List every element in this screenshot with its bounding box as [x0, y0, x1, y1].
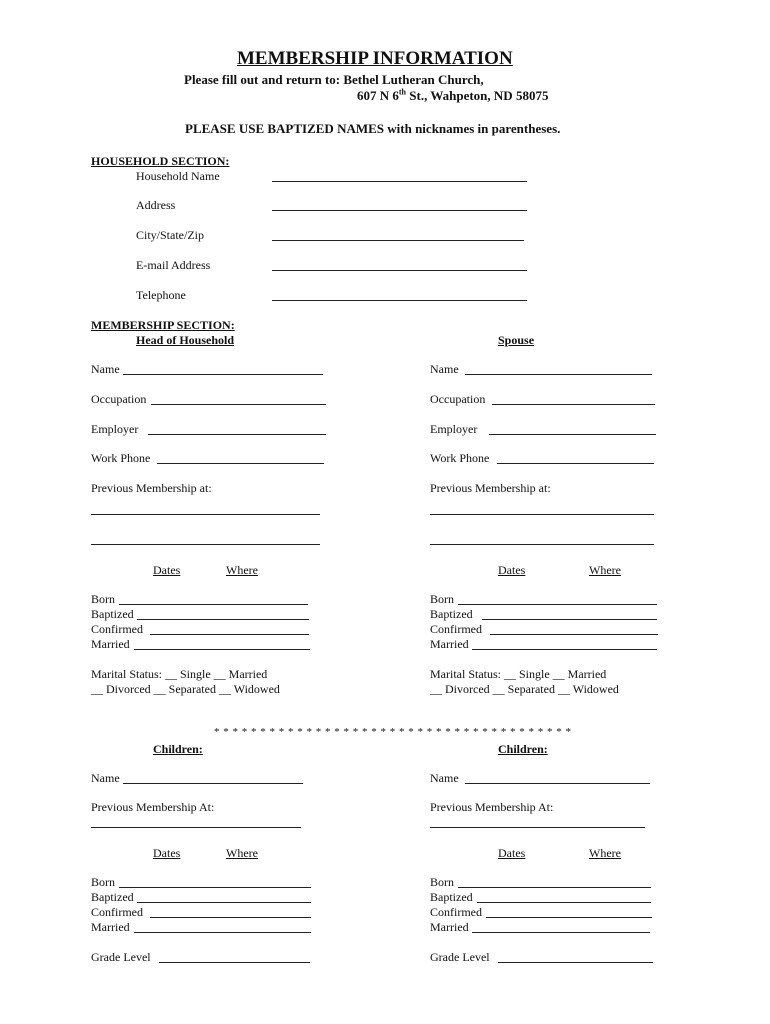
spouse-married-field[interactable]	[472, 649, 657, 650]
city-state-zip-label: City/State/Zip	[136, 228, 204, 242]
child-left-grade-level-label: Grade Level	[91, 950, 151, 964]
spouse-name-label: Name	[430, 362, 459, 376]
child-left-previous-membership-field[interactable]	[91, 827, 301, 828]
head-where-heading: Where	[226, 563, 258, 577]
child-left-confirmed-field[interactable]	[150, 917, 311, 918]
spouse-married-label: Married	[430, 637, 469, 651]
child-left-baptized-field[interactable]	[137, 902, 311, 903]
spouse-born-field[interactable]	[458, 604, 657, 605]
head-confirmed-field[interactable]	[150, 634, 309, 635]
membership-section-heading: MEMBERSHIP SECTION:	[91, 318, 235, 332]
head-occupation-label: Occupation	[91, 392, 147, 406]
spouse-dates-heading: Dates	[498, 563, 526, 577]
head-previous-membership-field-1[interactable]	[91, 514, 320, 515]
child-right-born-label: Born	[430, 875, 454, 889]
child-left-name-label: Name	[91, 771, 120, 785]
telephone-field[interactable]	[272, 300, 527, 301]
head-of-household-heading: Head of Household	[136, 333, 235, 347]
child-right-married-field[interactable]	[472, 932, 650, 933]
head-dates-heading: Dates	[153, 563, 181, 577]
child-right-name-label: Name	[430, 771, 459, 785]
address-field[interactable]	[272, 210, 527, 211]
child-left-name-field[interactable]	[123, 783, 303, 784]
child-left-dates-heading: Dates	[153, 846, 181, 860]
church-address: 607 N 6th St., Wahpeton, ND 58075	[357, 87, 549, 103]
child-left-born-field[interactable]	[119, 887, 311, 888]
child-left-married-field[interactable]	[134, 932, 311, 933]
head-name-label: Name	[91, 362, 120, 376]
head-work-phone-label: Work Phone	[91, 451, 151, 465]
head-occupation-field[interactable]	[151, 404, 326, 405]
household-section-heading: HOUSEHOLD SECTION:	[91, 154, 230, 168]
head-name-field[interactable]	[123, 374, 323, 375]
head-married-field[interactable]	[134, 649, 310, 650]
child-right-married-label: Married	[430, 920, 469, 934]
spouse-work-phone-label: Work Phone	[430, 451, 490, 465]
spouse-work-phone-field[interactable]	[497, 463, 654, 464]
child-right-previous-membership-label: Previous Membership At:	[430, 800, 554, 814]
household-name-field[interactable]	[272, 181, 527, 182]
head-previous-membership-field-2[interactable]	[91, 544, 320, 545]
spouse-occupation-label: Occupation	[430, 392, 486, 406]
head-confirmed-label: Confirmed	[91, 622, 143, 636]
head-marital-status-line2[interactable]: __ Divorced __ Separated __ Widowed	[91, 682, 280, 696]
head-baptized-label: Baptized	[91, 607, 134, 621]
head-marital-status-line1[interactable]: Marital Status: __ Single __ Married	[91, 667, 268, 681]
spouse-born-label: Born	[430, 592, 454, 606]
head-employer-label: Employer	[91, 422, 139, 436]
spouse-employer-field[interactable]	[489, 434, 656, 435]
children-left-heading: Children:	[153, 742, 203, 756]
child-right-grade-level-label: Grade Level	[430, 950, 490, 964]
spouse-baptized-label: Baptized	[430, 607, 473, 621]
child-left-baptized-label: Baptized	[91, 890, 134, 904]
child-left-confirmed-label: Confirmed	[91, 905, 143, 919]
head-born-label: Born	[91, 592, 115, 606]
return-instruction: Please fill out and return to: Bethel Lutheran Church,	[184, 72, 484, 87]
spouse-where-heading: Where	[589, 563, 621, 577]
child-left-married-label: Married	[91, 920, 130, 934]
child-right-name-field[interactable]	[465, 783, 650, 784]
city-state-zip-field[interactable]	[272, 240, 524, 241]
household-name-label: Household Name	[136, 169, 220, 183]
telephone-label: Telephone	[136, 288, 186, 302]
email-label: E-mail Address	[136, 258, 211, 272]
spouse-occupation-field[interactable]	[492, 404, 655, 405]
head-employer-field[interactable]	[148, 434, 326, 435]
head-work-phone-field[interactable]	[157, 463, 324, 464]
child-left-born-label: Born	[91, 875, 115, 889]
head-born-field[interactable]	[119, 604, 308, 605]
child-right-dates-heading: Dates	[498, 846, 526, 860]
spouse-name-field[interactable]	[465, 374, 652, 375]
address-label: Address	[136, 198, 176, 212]
spouse-baptized-field[interactable]	[482, 619, 657, 620]
spouse-employer-label: Employer	[430, 422, 478, 436]
child-left-previous-membership-label: Previous Membership At:	[91, 800, 215, 814]
spouse-previous-membership-field-1[interactable]	[430, 514, 654, 515]
child-right-previous-membership-field[interactable]	[430, 827, 645, 828]
baptized-names-instruction: PLEASE USE BAPTIZED NAMES with nicknames in parentheses.	[185, 121, 561, 136]
spouse-marital-status-line2[interactable]: __ Divorced __ Separated __ Widowed	[430, 682, 619, 696]
spouse-confirmed-field[interactable]	[490, 634, 658, 635]
spouse-previous-membership-field-2[interactable]	[430, 544, 654, 545]
child-left-grade-level-field[interactable]	[159, 962, 310, 963]
email-field[interactable]	[272, 270, 527, 271]
spouse-confirmed-label: Confirmed	[430, 622, 482, 636]
children-right-heading: Children:	[498, 742, 548, 756]
head-previous-membership-label: Previous Membership at:	[91, 481, 212, 495]
child-right-grade-level-field[interactable]	[498, 962, 653, 963]
spouse-marital-status-line1[interactable]: Marital Status: __ Single __ Married	[430, 667, 607, 681]
child-left-where-heading: Where	[226, 846, 258, 860]
child-right-born-field[interactable]	[458, 887, 651, 888]
spouse-heading: Spouse	[498, 333, 535, 347]
child-right-where-heading: Where	[589, 846, 621, 860]
section-separator: * * * * * * * * * * * * * * * * * * * * * * * * * * * * * * * * * * * * * * *	[214, 726, 572, 738]
child-right-confirmed-field[interactable]	[486, 917, 652, 918]
spouse-previous-membership-label: Previous Membership at:	[430, 481, 551, 495]
form-title: MEMBERSHIP INFORMATION	[237, 48, 513, 69]
child-right-confirmed-label: Confirmed	[430, 905, 482, 919]
head-baptized-field[interactable]	[137, 619, 309, 620]
child-right-baptized-label: Baptized	[430, 890, 473, 904]
child-right-baptized-field[interactable]	[477, 902, 651, 903]
head-married-label: Married	[91, 637, 130, 651]
